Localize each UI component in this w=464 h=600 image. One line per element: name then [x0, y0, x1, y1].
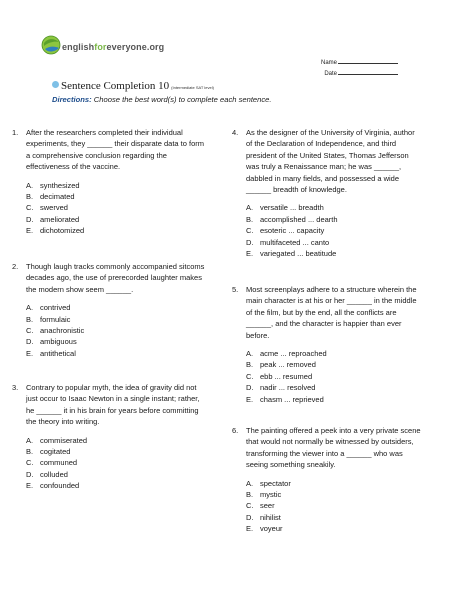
answer-option[interactable] — [26, 336, 208, 347]
answer-option[interactable] — [246, 489, 422, 500]
answer-option[interactable] — [26, 214, 208, 225]
answer-option[interactable] — [246, 478, 422, 489]
question-3 — [12, 382, 208, 492]
option-letter: E. — [246, 524, 254, 534]
date-label: Date — [324, 71, 337, 77]
answer-option[interactable] — [246, 500, 422, 511]
name-field[interactable] — [338, 57, 398, 64]
option-letter: E. — [26, 226, 34, 236]
option-letter: D. — [246, 512, 254, 522]
answer-option[interactable] — [246, 371, 422, 382]
option-letter: A. — [246, 349, 254, 359]
answer-option[interactable] — [26, 180, 208, 191]
option-text: chasm ... reprieved — [260, 394, 324, 404]
option-letter: C. — [26, 326, 34, 336]
option-letter: E. — [26, 481, 34, 491]
logo-text-part3: everyone.org — [106, 42, 165, 52]
name-date-block — [321, 57, 398, 79]
logo-text-part2: for — [94, 42, 107, 52]
answer-option[interactable] — [246, 214, 422, 225]
answer-option[interactable] — [26, 348, 208, 359]
option-letter: C. — [246, 226, 254, 236]
question-4 — [232, 127, 422, 259]
answer-option[interactable] — [246, 348, 422, 359]
question-5 — [232, 284, 422, 405]
option-text: dichotomized — [40, 226, 85, 236]
option-letter: D. — [26, 469, 34, 479]
option-letter: D. — [246, 383, 254, 393]
answer-option[interactable] — [26, 457, 208, 468]
question-text: After the researchers completed their individual experiments, they ______ their disparate data to form a comprehensive conclusion regarding the effectiveness of the vaccine. — [26, 128, 205, 172]
option-text: contrived — [40, 303, 71, 313]
answer-option[interactable] — [246, 202, 422, 213]
option-text: spectator — [260, 478, 291, 488]
option-text: peak ... removed — [260, 360, 316, 370]
option-text: colluded — [40, 469, 68, 479]
option-letter: B. — [26, 192, 34, 202]
site-logo[interactable] — [40, 32, 190, 58]
question-number: 6. — [232, 426, 239, 435]
question-text: Contrary to popular myth, the idea of gravity did not just occur to Isaac Newton in a single instant; rather, he ______ it in his brain for years before committing the theory into writing. — [26, 383, 200, 427]
answer-option[interactable] — [246, 359, 422, 370]
option-text: versatile ... breadth — [260, 203, 324, 213]
title-main: Sentence Completion 10 — [61, 80, 170, 92]
option-text: ameliorated — [40, 214, 80, 224]
option-letter: C. — [246, 371, 254, 381]
option-text: anachronistic — [40, 326, 85, 336]
option-letter: D. — [26, 337, 34, 347]
answer-options — [246, 202, 422, 259]
answer-option[interactable] — [26, 325, 208, 336]
option-letter: E. — [246, 249, 254, 259]
option-letter: A. — [246, 478, 254, 488]
question-text: Most screenplays adhere to a structure wherein the main character is at his or her ______ in the middle of the film, but by the end, all the conflicts are ______, and the character is happier than ever before. — [246, 285, 417, 340]
option-letter: B. — [246, 360, 254, 370]
answer-option[interactable] — [246, 225, 422, 236]
question-number: 2. — [12, 262, 19, 271]
answer-option[interactable] — [26, 191, 208, 202]
answer-option[interactable] — [246, 523, 422, 534]
option-letter: B. — [26, 314, 34, 324]
answer-option[interactable] — [246, 382, 422, 393]
date-field[interactable] — [338, 68, 398, 75]
answer-options — [26, 435, 208, 492]
option-text: mystic — [260, 490, 282, 500]
answer-option[interactable] — [26, 446, 208, 457]
title-bullet-icon — [52, 81, 59, 88]
option-text: formulaic — [40, 314, 71, 324]
globe-logo-icon — [40, 32, 62, 58]
name-label: Name — [320, 60, 337, 66]
question-number: 3. — [12, 383, 19, 392]
option-letter: A. — [246, 203, 254, 213]
answer-option[interactable] — [26, 469, 208, 480]
question-2 — [12, 261, 208, 359]
answer-option[interactable] — [26, 480, 208, 491]
option-letter: A. — [26, 180, 34, 190]
title-level: (Intermediate SAT level) — [171, 85, 214, 90]
logo-text — [62, 42, 164, 52]
directions — [52, 95, 272, 104]
answer-options — [246, 478, 422, 535]
option-letter: B. — [26, 447, 34, 457]
answer-options — [26, 302, 208, 359]
option-text: seer — [260, 501, 275, 511]
option-text: nihilist — [260, 512, 281, 522]
answer-option[interactable] — [246, 237, 422, 248]
option-letter: A. — [26, 435, 34, 445]
option-letter: B. — [246, 214, 254, 224]
option-letter: C. — [26, 458, 34, 468]
option-text: acme ... reproached — [260, 349, 327, 359]
option-text: antithetical — [40, 348, 76, 358]
option-text: esoteric ... capacity — [260, 226, 325, 236]
option-text: synthesized — [40, 180, 80, 190]
option-text: commiserated — [40, 435, 88, 445]
option-text: communed — [40, 458, 78, 468]
option-text: multifaceted ... canto — [260, 237, 330, 247]
option-text: accomplished ... dearth — [260, 214, 338, 224]
answer-option[interactable] — [26, 202, 208, 213]
option-letter: D. — [246, 237, 254, 247]
directions-label: Directions: — [52, 95, 92, 104]
option-text: cogitated — [40, 447, 71, 457]
option-text: variegated ... beatitude — [260, 249, 337, 259]
question-6 — [232, 425, 422, 535]
option-text: nadir ... resolved — [260, 383, 316, 393]
answer-option[interactable] — [26, 314, 208, 325]
answer-option[interactable] — [246, 248, 422, 259]
answer-options — [246, 348, 422, 405]
answer-option[interactable] — [26, 225, 208, 236]
question-number: 5. — [232, 285, 239, 294]
option-text: confounded — [40, 481, 80, 491]
answer-options — [26, 180, 208, 237]
option-letter: B. — [246, 490, 254, 500]
option-text: ebb ... resumed — [260, 371, 313, 381]
option-letter: D. — [26, 214, 34, 224]
option-letter: E. — [246, 394, 254, 404]
answer-option[interactable] — [246, 394, 422, 405]
logo-text-part1: english — [62, 42, 95, 52]
question-1 — [12, 127, 208, 237]
option-letter: C. — [246, 501, 254, 511]
option-text: decimated — [40, 192, 75, 202]
worksheet-title — [52, 76, 214, 94]
question-text: As the designer of the University of Virginia, author of the Declaration of Independence, and third president of the United States, Thomas Jefferson was truly a Renaissance man; he was ______, dabbled in many fields, and possessed a wide ______ breadth of knowledge. — [246, 128, 415, 195]
answer-option[interactable] — [246, 512, 422, 523]
question-text: The painting offered a peek into a very private scene that would not normally be witnessed by outsiders, transforming the viewer into a ______ who was seeing something sneakily. — [246, 426, 421, 470]
question-number: 4. — [232, 128, 239, 137]
answer-option[interactable] — [26, 435, 208, 446]
option-text: voyeur — [260, 524, 283, 534]
option-letter: C. — [26, 203, 34, 213]
option-letter: E. — [26, 348, 34, 358]
directions-text: Choose the best word(s) to complete each sentence. — [93, 95, 272, 104]
option-text: swerved — [40, 203, 68, 213]
option-letter: A. — [26, 303, 34, 313]
question-text: Though laugh tracks commonly accompanied sitcoms decades ago, the use of prerecorded laughter makes the modern show seem ______. — [26, 262, 205, 294]
answer-option[interactable] — [26, 302, 208, 313]
question-number: 1. — [12, 128, 19, 137]
option-text: ambiguous — [40, 337, 77, 347]
